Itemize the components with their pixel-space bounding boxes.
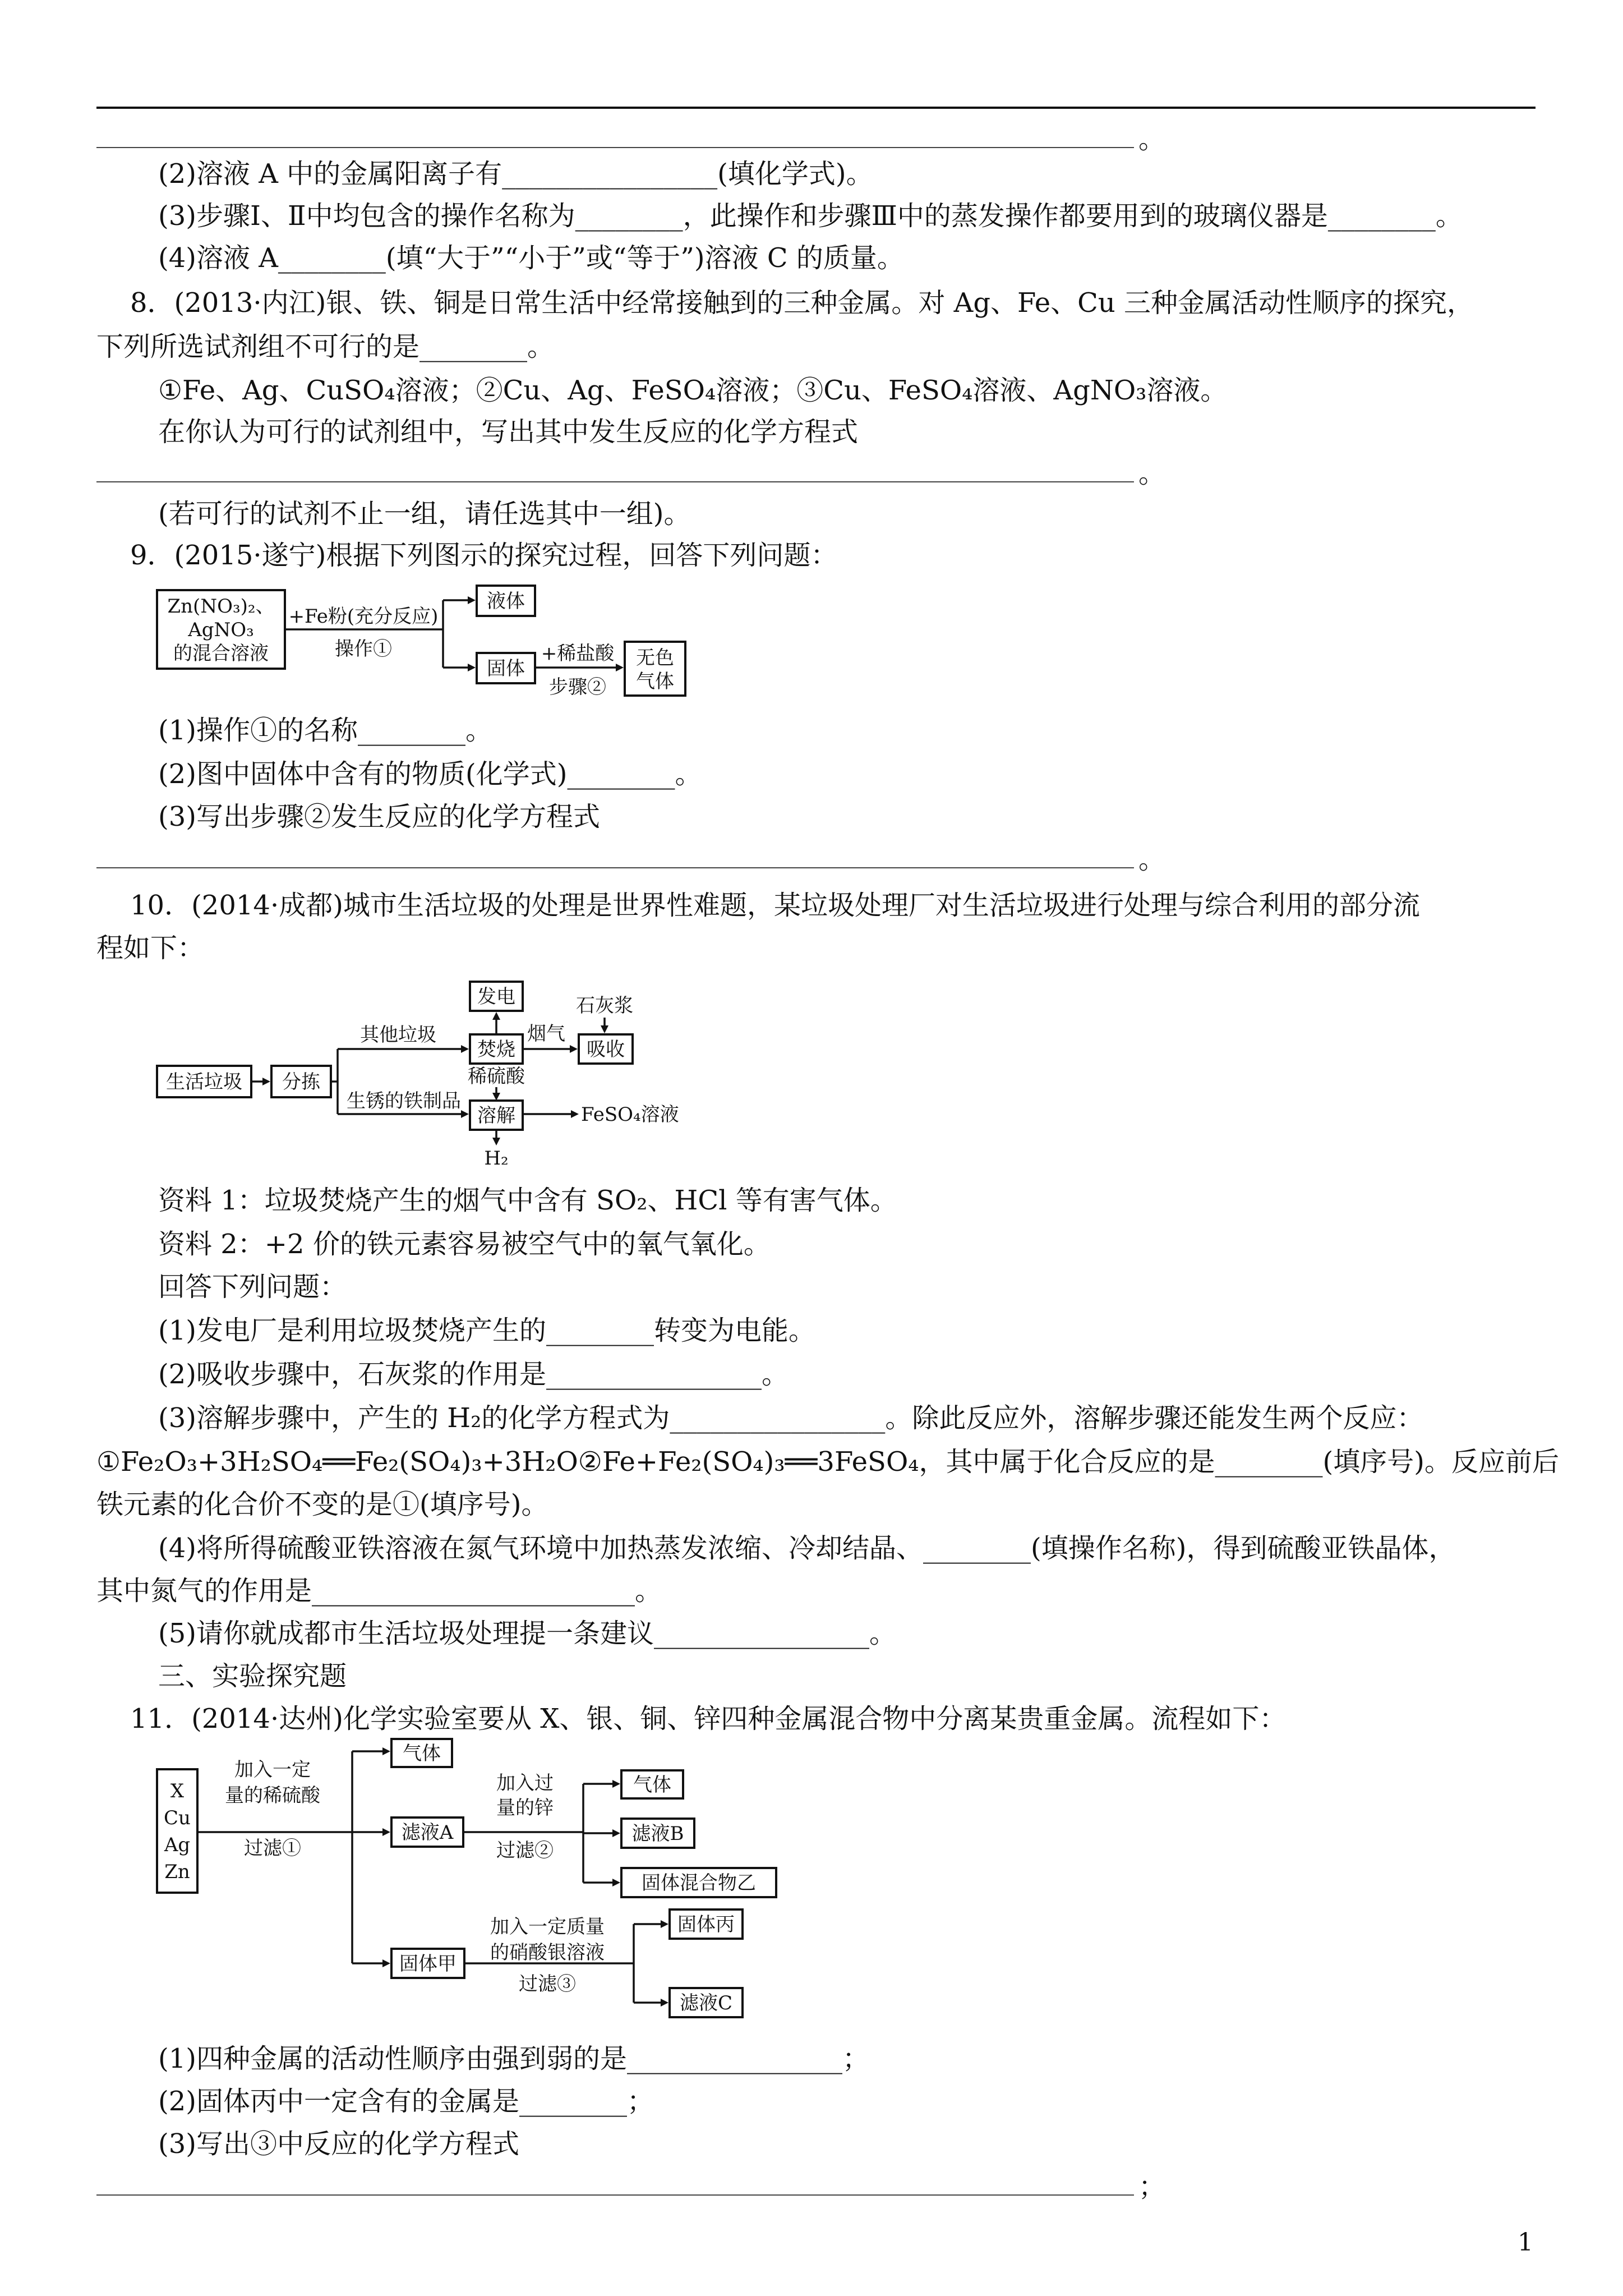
q10-title: 10．(2014·成都)城市生活垃圾的处理是世界性难题，某垃圾处理厂对生活垃圾进行处理与综合利用的部分流 bbox=[130, 890, 1420, 921]
q9-sub3: (3)写出步骤②发生反应的化学方程式 bbox=[158, 801, 600, 832]
q10-product: FeSO₄溶液 bbox=[581, 1103, 679, 1126]
q9-start-2: AgNO₃ bbox=[188, 619, 254, 641]
q11-gas1: 气体 bbox=[403, 1742, 441, 1765]
q9-liquid: 液体 bbox=[487, 590, 525, 613]
q9-start-3: 的混合溶液 bbox=[173, 642, 269, 665]
q8-prompt: 在你认为可行的试剂组中，写出其中发生反应的化学方程式 bbox=[158, 416, 859, 448]
q10-line2: 程如下： bbox=[96, 932, 205, 964]
q11-filter1: 过滤① bbox=[244, 1837, 301, 1860]
q8-line2: 下列所选试剂组不可行的是________。 bbox=[96, 331, 555, 362]
answer-end: 。 bbox=[1138, 458, 1166, 489]
q10-sub2: (2)吸收步骤中，石灰浆的作用是________________。 bbox=[158, 1359, 789, 1390]
q8-note: (若可行的试剂不止一组，请任选其中一组)。 bbox=[158, 498, 691, 530]
q10-absorb: 吸收 bbox=[587, 1038, 625, 1061]
q9-start-1: Zn(NO₃)₂、 bbox=[167, 595, 275, 618]
q10-sub4b: 其中氮气的作用是________________________。 bbox=[96, 1575, 662, 1607]
q9-sub1: (1)操作①的名称________。 bbox=[158, 715, 492, 746]
q9-solid: 固体 bbox=[487, 657, 525, 680]
q11-filter3: 过滤③ bbox=[519, 1973, 576, 1995]
q11-m4: Zn bbox=[164, 1861, 190, 1883]
q10-smoke: 烟气 bbox=[527, 1023, 565, 1045]
q11-mix-b: 固体混合物乙 bbox=[642, 1872, 756, 1894]
answer-line[interactable] bbox=[96, 867, 1134, 868]
answer-end: 。 bbox=[1138, 123, 1166, 155]
q10-flow-diagram bbox=[151, 970, 690, 1172]
q11-solid-a: 固体甲 bbox=[399, 1953, 457, 1975]
answer-end: 。 bbox=[1138, 844, 1166, 875]
q8-options: ①Fe、Ag、CuSO₄溶液；②Cu、Ag、FeSO₄溶液；③Cu、FeSO₄溶液、AgNO₃溶液。 bbox=[158, 375, 1228, 406]
q11-filtrate-a: 滤液A bbox=[401, 1821, 454, 1844]
q11-add3-2: 的硝酸银溶液 bbox=[490, 1941, 605, 1964]
q10-other: 其他垃圾 bbox=[360, 1024, 436, 1046]
q10-h2: H₂ bbox=[484, 1147, 509, 1170]
q11-gas2: 气体 bbox=[633, 1774, 671, 1796]
q9-gas-1: 无色 bbox=[636, 647, 674, 669]
q11-filtrate-c: 滤液C bbox=[679, 1992, 733, 2014]
q10-power: 发电 bbox=[477, 986, 515, 1008]
q11-add3-1: 加入一定质量 bbox=[490, 1916, 605, 1938]
q11-m2: Cu bbox=[164, 1807, 191, 1829]
answer-line[interactable] bbox=[96, 147, 1134, 148]
q10-info1: 资料 1：垃圾焚烧产生的烟气中含有 SO₂、HCl 等有害气体。 bbox=[158, 1185, 897, 1216]
arrowhead bbox=[661, 1920, 668, 1928]
q10-dissolve: 溶解 bbox=[477, 1105, 515, 1127]
q11-m1: X bbox=[170, 1780, 185, 1802]
q10-answer-prompt: 回答下列问题： bbox=[158, 1271, 347, 1303]
q10-sub1: (1)发电厂是利用垃圾焚烧产生的________转变为电能。 bbox=[158, 1315, 815, 1346]
q11-solid-c: 固体丙 bbox=[677, 1913, 735, 1936]
q10-rusty: 生锈的铁制品 bbox=[347, 1090, 461, 1112]
arrowhead bbox=[492, 1012, 500, 1020]
section-3-heading: 三、实验探究题 bbox=[158, 1660, 347, 1692]
q11-filter2: 过滤② bbox=[496, 1839, 554, 1862]
q10-info2: 资料 2：+2 价的铁元素容易被空气中的氧气氧化。 bbox=[158, 1228, 771, 1260]
q11-add1-1: 加入一定 bbox=[234, 1759, 311, 1781]
q9-reagent: +Fe粉(充分反应) bbox=[288, 605, 439, 628]
q11-add2-2: 量的锌 bbox=[496, 1797, 554, 1819]
arrowhead bbox=[461, 1110, 469, 1118]
arrowhead bbox=[382, 1959, 390, 1967]
arrowhead bbox=[612, 1879, 620, 1887]
q10-lime: 石灰浆 bbox=[576, 995, 633, 1017]
q7-sub3: (3)步骤Ⅰ、Ⅱ中均包含的操作名称为________，此操作和步骤Ⅲ中的蒸发操作都要用到的玻璃仪器是________。 bbox=[158, 200, 1463, 232]
q11-sub2: (2)固体丙中一定含有的金属是________； bbox=[158, 2086, 654, 2117]
q10-burn: 焚烧 bbox=[477, 1038, 515, 1061]
arrowhead bbox=[382, 1747, 390, 1755]
q10-sub3b: ①Fe₂O₃+3H₂SO₄══Fe₂(SO₄)₃+3H₂O②Fe+Fe₂(SO₄)₃══3FeSO₄，其中属于化合反应的是________(填序号)。反应前后 bbox=[96, 1446, 1559, 1478]
q11-add1-2: 量的稀硫酸 bbox=[225, 1784, 320, 1807]
q10-garbage: 生活垃圾 bbox=[166, 1071, 242, 1093]
arrowhead bbox=[601, 1025, 608, 1033]
arrowhead bbox=[468, 596, 476, 604]
q11-m3: Ag bbox=[164, 1834, 191, 1856]
q9-step: 步骤② bbox=[549, 676, 606, 698]
arrowhead bbox=[661, 1999, 668, 2007]
page-number: 1 bbox=[1518, 2228, 1533, 2257]
q10-sub3a: (3)溶解步骤中，产生的 H₂的化学方程式为________________。除此反应外，溶解步骤还能发生两个反应： bbox=[158, 1402, 1424, 1434]
header-rule bbox=[96, 107, 1536, 109]
q10-sub5: (5)请你就成都市生活垃圾处理提一条建议________________。 bbox=[158, 1618, 896, 1649]
q11-filtrate-b: 滤液B bbox=[631, 1823, 684, 1845]
arrowhead bbox=[616, 664, 624, 671]
q9-op: 操作① bbox=[335, 638, 392, 660]
q11-add2-1: 加入过 bbox=[496, 1772, 554, 1795]
q8-title: 8．(2013·内江)银、铁、铜是日常生活中经常接触到的三种金属。对 Ag、Fe、Cu 三种金属活动性顺序的探究， bbox=[130, 287, 1474, 319]
q7-sub2: (2)溶液 A 中的金属阳离子有________________(填化学式)。 bbox=[158, 158, 873, 190]
arrowhead bbox=[612, 1829, 620, 1837]
arrowhead bbox=[570, 1045, 578, 1053]
q11-title: 11．(2014·达州)化学实验室要从 X、银、铜、锌四种金属混合物中分离某贵重金属。流程如下： bbox=[130, 1703, 1287, 1734]
answer-line[interactable] bbox=[96, 2194, 1134, 2196]
q9-acid: +稀盐酸 bbox=[541, 642, 615, 665]
q10-sort: 分拣 bbox=[282, 1071, 320, 1093]
q10-acid: 稀硫酸 bbox=[468, 1065, 525, 1088]
answer-line[interactable] bbox=[96, 481, 1134, 482]
arrowhead bbox=[571, 1110, 579, 1118]
arrowhead bbox=[492, 1138, 500, 1145]
q10-sub4a: (4)将所得硫酸亚铁溶液在氮气环境中加热蒸发浓缩、冷却结晶、________(填操作名称)，得到硫酸亚铁晶体， bbox=[158, 1533, 1456, 1564]
q11-sub3: (3)写出③中反应的化学方程式 bbox=[158, 2128, 519, 2160]
arrowhead bbox=[262, 1078, 270, 1085]
q9-title: 9．(2015·遂宁)根据下列图示的探究过程，回答下列问题： bbox=[130, 540, 838, 571]
q9-flow-diagram bbox=[151, 578, 701, 712]
q9-gas-2: 气体 bbox=[636, 670, 674, 693]
arrowhead bbox=[382, 1828, 390, 1836]
arrowhead bbox=[612, 1780, 620, 1788]
q9-sub2: (2)图中固体中含有的物质(化学式)________。 bbox=[158, 758, 702, 790]
q11-flow-diagram bbox=[151, 1739, 858, 2036]
arrowhead bbox=[468, 664, 476, 671]
q10-sub3c: 铁元素的化合价不变的是①(填序号)。 bbox=[96, 1489, 548, 1520]
answer-end: ； bbox=[1138, 2171, 1166, 2202]
arrowhead bbox=[461, 1045, 469, 1053]
q7-sub4: (4)溶液 A________(填“大于”“小于”或“等于”)溶液 C 的质量。 bbox=[158, 242, 904, 274]
arrowhead bbox=[492, 1093, 500, 1101]
q11-sub1: (1)四种金属的活动性顺序由强到弱的是________________； bbox=[158, 2043, 869, 2074]
